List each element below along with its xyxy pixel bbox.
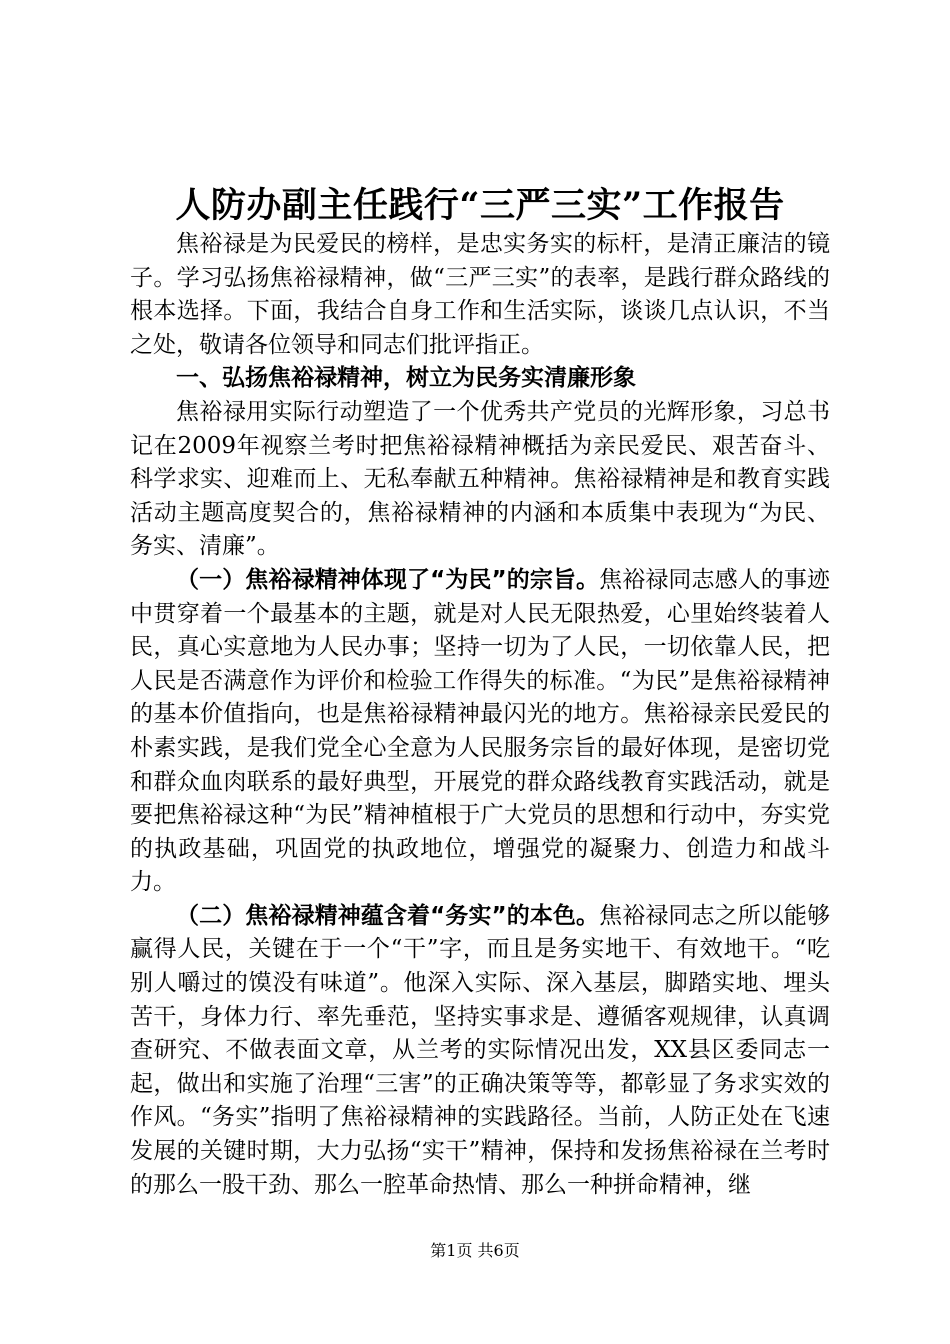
intro-paragraph: 焦裕禄是为民爱民的榜样，是忠实务实的标杆，是清正廉洁的镜子。学习弘扬焦裕禄精神，做“三严三实”的表率，是践行群众路线的根本选择。下面，我结合自身工作和生活实际，谈谈几点认识，不当之处，敬请各位领导和同志们批评指正。 xyxy=(130,231,830,358)
page-number-footer: 第1页 共6页 xyxy=(430,1241,520,1260)
document-page xyxy=(130,184,830,1202)
document-body xyxy=(130,228,830,1202)
subsection-1-paragraph xyxy=(130,564,830,900)
subsection-2-paragraph xyxy=(130,900,830,1202)
subsection-2-text: 焦裕禄同志之所以能够赢得人民，关键在于一个“干”字，而且是务实地干、有效地干。“吃别人嚼过的馍没有味道”。他深入实际、深入基层，脚踏实地、埋头苦干，身体力行、率先垂范，坚持实事求是、遵循客观规律，认真调查研究、不做表面文章，从兰考的实际情况出发，XX县区委同志一起，做出和实施了治理“三害”的正确决策等等，都彰显了务求实效的作风。“务实”指明了焦裕禄精神的实践路径。当前，人防正处在飞速发展的关键时期，大力弘扬“实干”精神，保持和发扬焦裕禄在兰考时的那么一股干劲、那么一腔革命热情、那么一种拼命精神，继 xyxy=(130,902,830,1198)
subsection-2-lead: （二）焦裕禄精神蕴含着“务实”的本色。 xyxy=(176,902,600,929)
section-heading-1: 一、弘扬焦裕禄精神，树立为民务实清廉形象 xyxy=(176,365,636,392)
document-title: 人防办副主任践行“三严三实”工作报告 xyxy=(175,185,785,226)
subsection-1-text: 焦裕禄同志感人的事迹中贯穿着一个最基本的主题，就是对人民无限热爱，心里始终装着人民，真心实意地为人民办事；坚持一切为了人民，一切依靠人民，把人民是否满意作为评价和检验工作得失的标准。“为民”是焦裕禄精神的基本价值指向，也是焦裕禄精神最闪光的地方。焦裕禄亲民爱民的朴素实践，是我们党全心全意为人民服务宗旨的最好体现，是密切党和群众血肉联系的最好典型，开展党的群众路线教育实践活动，就是要把焦裕禄这种“为民”精神植根于广大党员的思想和行动中，夯实党的执政基础，巩固党的执政地位，增强党的凝聚力、创造力和战斗力。 xyxy=(130,566,830,896)
section-1-paragraph: 焦裕禄用实际行动塑造了一个优秀共产党员的光辉形象，习总书记在2009年视察兰考时把焦裕禄精神概括为亲民爱民、艰苦奋斗、科学求实、迎难而上、无私奉献五种精神。焦裕禄精神是和教育实践活动主题高度契合的，焦裕禄精神的内涵和本质集中表现为“为民、务实、清廉”。 xyxy=(130,398,830,560)
subsection-1-lead: （一）焦裕禄精神体现了“为民”的宗旨。 xyxy=(176,566,600,593)
